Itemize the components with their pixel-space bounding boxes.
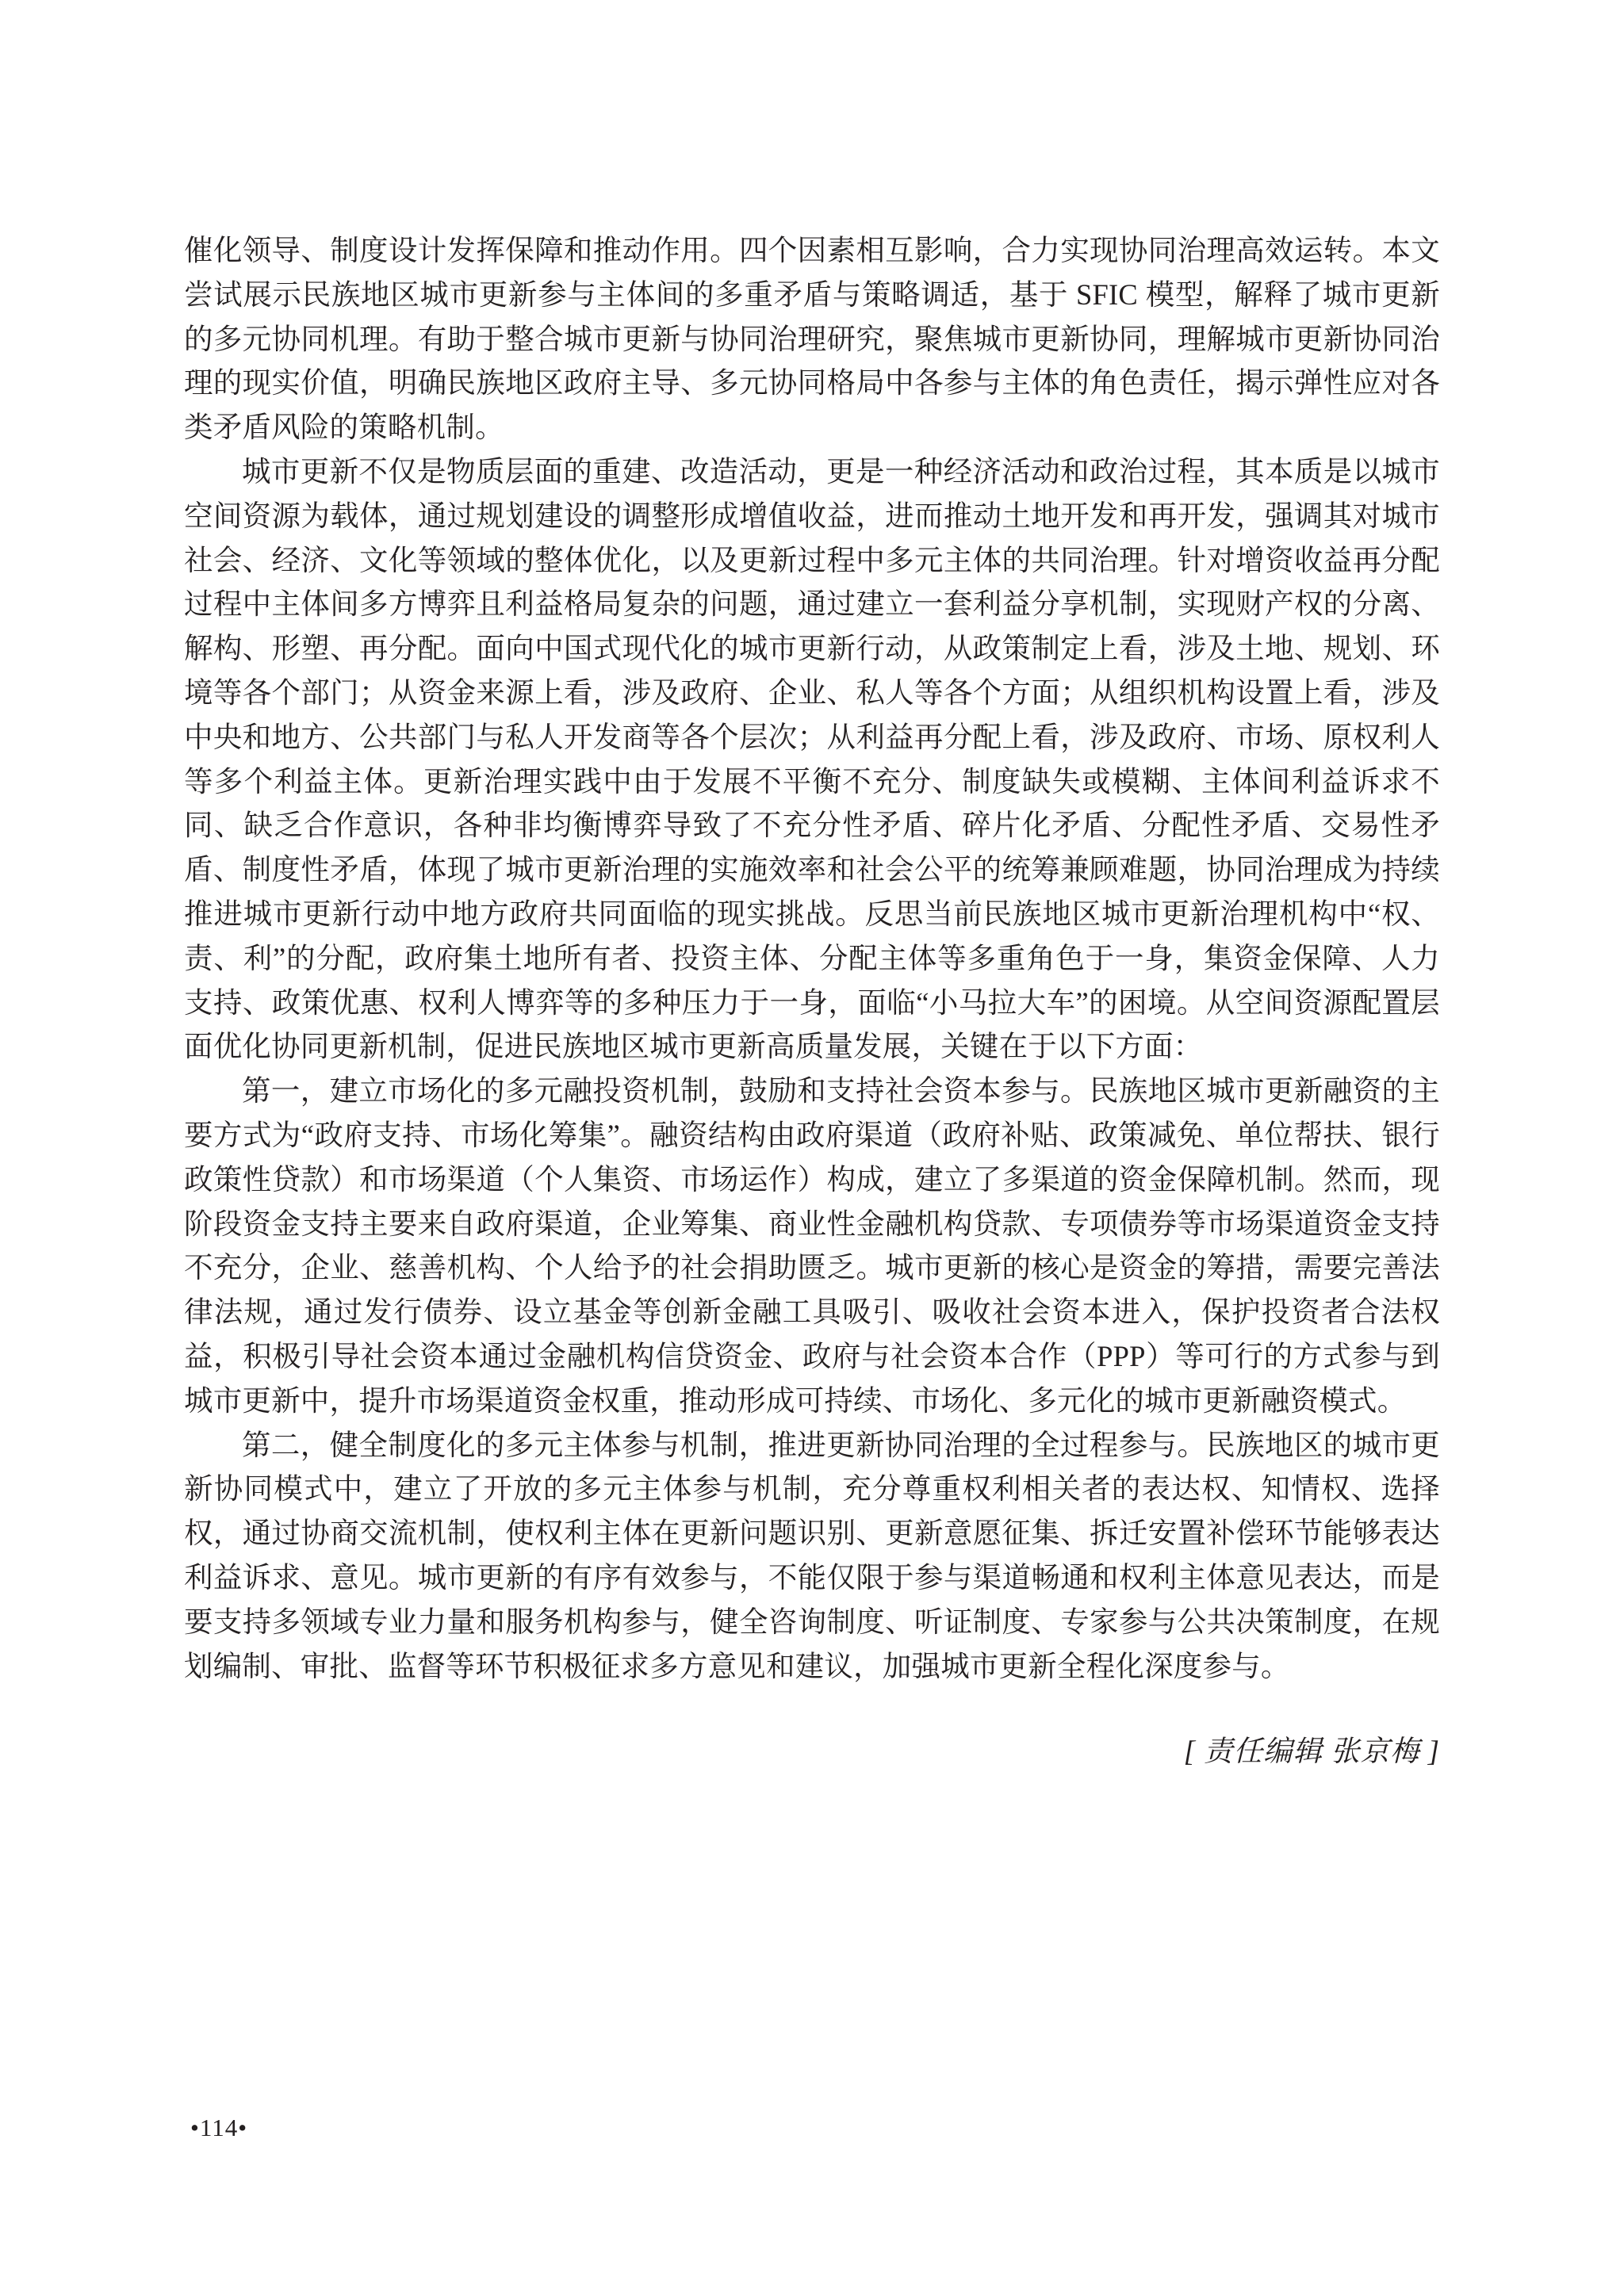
- article-body: [184, 228, 1440, 1774]
- editor-note: [ 责任编辑 张京梅 ]: [1183, 1735, 1440, 1768]
- page-number: •114•: [190, 2114, 248, 2141]
- paragraph: 催化领导、制度设计发挥保障和推动作用。四个因素相互影响，合力实现协同治理高效运转。本文尝试展示民族地区城市更新参与主体间的多重矛盾与策略调适，基于 SFIC 模型，解释了城市更新的多元协同机理。有助于整合城市更新与协同治理研究，聚焦城市更新协同，理解城市更新协同治理的现实价值，明确民族地区政府主导、多元协同格局中各参与主体的角色责任，揭示弹性应对各类矛盾风险的策略机制。: [184, 234, 1440, 444]
- paragraph: 第二，健全制度化的多元主体参与机制，推进更新协同治理的全过程参与。民族地区的城市更新协同模式中，建立了开放的多元主体参与机制，充分尊重权利相关者的表达权、知情权、选择权，通过协商交流机制，使权利主体在更新问题识别、更新意愿征集、拆迁安置补偿环节能够表达利益诉求、意见。城市更新的有序有效参与，不能仅限于参与渠道畅通和权利主体意见表达，而是要支持多领域专业力量和服务机构参与，健全咨询制度、听证制度、专家参与公共决策制度，在规划编制、审批、监督等环节积极征求多方意见和建议，加强城市更新全程化深度参与。: [184, 1428, 1440, 1682]
- paragraph: 第一，建立市场化的多元融投资机制，鼓励和支持社会资本参与。民族地区城市更新融资的主要方式为“政府支持、市场化筹集”。融资结构由政府渠道（政府补贴、政策减免、单位帮扶、银行政策性贷款）和市场渠道（个人集资、市场运作）构成，建立了多渠道的资金保障机制。然而，现阶段资金支持主要来自政府渠道，企业筹集、商业性金融机构贷款、专项债券等市场渠道资金支持不充分，企业、慈善机构、个人给予的社会捐助匮乏。城市更新的核心是资金的筹措，需要完善法律法规，通过发行债券、设立基金等创新金融工具吸引、吸收社会资本进入，保护投资者合法权益，积极引导社会资本通过金融机构信贷资金、政府与社会资本合作（PPP）等可行的方式参与到城市更新中，提升市场渠道资金权重，推动形成可持续、市场化、多元化的城市更新融资模式。: [184, 1074, 1440, 1417]
- paragraph: 城市更新不仅是物质层面的重建、改造活动，更是一种经济活动和政治过程，其本质是以城市空间资源为载体，通过规划建设的调整形成增值收益，进而推动土地开发和再开发，强调其对城市社会、经济、文化等领域的整体优化，以及更新过程中多元主体的共同治理。针对增资收益再分配过程中主体间多方博弈且利益格局复杂的问题，通过建立一套利益分享机制，实现财产权的分离、解构、形塑、再分配。面向中国式现代化的城市更新行动，从政策制定上看，涉及土地、规划、环境等各个部门；从资金来源上看，涉及政府、企业、私人等各个方面；从组织机构设置上看，涉及中央和地方、公共部门与私人开发商等各个层次；从利益再分配上看，涉及政府、市场、原权利人等多个利益主体。更新治理实践中由于发展不平衡不充分、制度缺失或模糊、主体间利益诉求不同、缺乏合作意识，各种非均衡博弈导致了不充分性矛盾、碎片化矛盾、分配性矛盾、交易性矛盾、制度性矛盾，体现了城市更新治理的实施效率和社会公平的统筹兼顾难题，协同治理成为持续推进城市更新行动中地方政府共同面临的现实挑战。反思当前民族地区城市更新治理机构中“权、责、利”的分配，政府集土地所有者、投资主体、分配主体等多重角色于一身，集资金保障、人力支持、政策优惠、权利人博弈等的多种压力于一身，面临“小马拉大车”的困境。从空间资源配置层面优化协同更新机制，促进民族地区城市更新高质量发展，关键在于以下方面：: [184, 454, 1440, 1063]
